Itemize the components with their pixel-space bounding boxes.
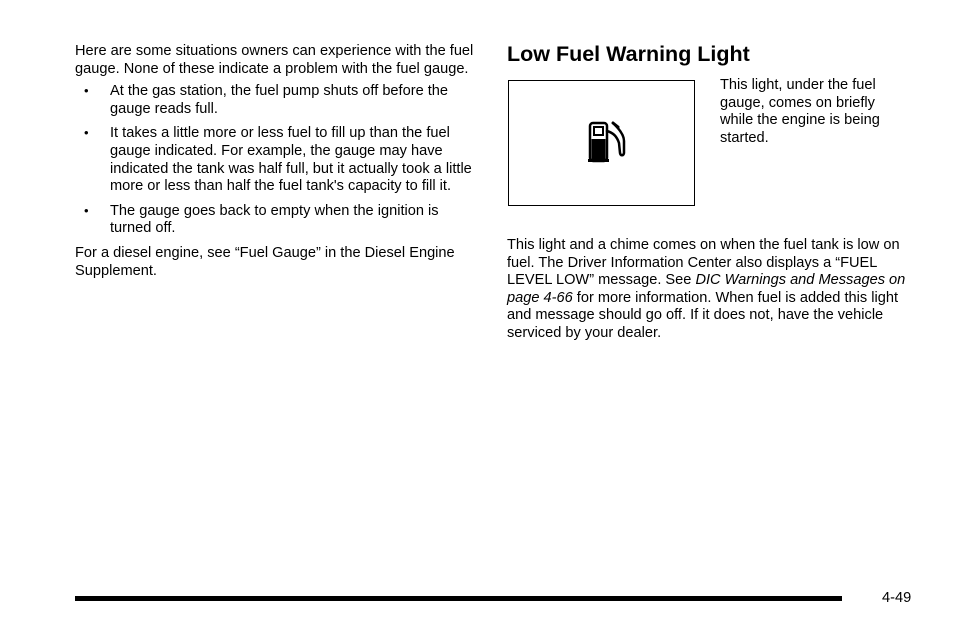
page-number: 4-49 — [882, 590, 912, 606]
body-paragraph — [507, 237, 907, 343]
list-item — [75, 203, 480, 238]
bullet-icon: • — [84, 202, 89, 218]
list-item-text: It takes a little more or less fuel to fill up than the fuel gauge indicated. For example, the gauge may have indicated the tank was half full, but it actually took a little more or less than half the fuel tank's capacity to fill it. — [110, 125, 472, 195]
body-text-part2: for more information. When fuel is added this light and message should go off. If it does not, have the vehicle serviced by your dealer. — [507, 289, 899, 341]
left-column — [75, 43, 480, 280]
intro-paragraph: Here are some situations owners can experience with the fuel gauge. None of these indicate a problem with the fuel gauge. — [75, 43, 474, 77]
bullet-icon: • — [84, 83, 89, 99]
list-item-text: At the gas station, the fuel pump shuts off before the gauge reads full. — [110, 83, 449, 117]
fuel-pump-icon — [587, 121, 627, 163]
situation-list — [75, 83, 480, 238]
list-item — [75, 125, 480, 195]
body-text-part1: This light and a chime comes on when the fuel tank is low on fuel. The Driver Information Center also displays a “FUEL LEVEL LOW” message. See — [507, 237, 900, 289]
bullet-icon: • — [84, 125, 89, 141]
section-heading: Low Fuel Warning Light — [507, 42, 750, 66]
list-item — [75, 83, 480, 118]
cross-reference-link[interactable]: DIC Warnings and Messages on page 4-66 — [507, 272, 906, 306]
right-column — [507, 40, 907, 341]
footer-rule — [75, 596, 842, 601]
warning-light-image — [508, 80, 695, 206]
closing-paragraph: For a diesel engine, see “Fuel Gauge” in the Diesel Engine Supplement. — [75, 244, 455, 279]
light-description: This light, under the fuel gauge, comes on briefly while the engine is being started. — [720, 77, 880, 146]
list-item-text: The gauge goes back to empty when the ignition is turned off. — [110, 202, 439, 237]
